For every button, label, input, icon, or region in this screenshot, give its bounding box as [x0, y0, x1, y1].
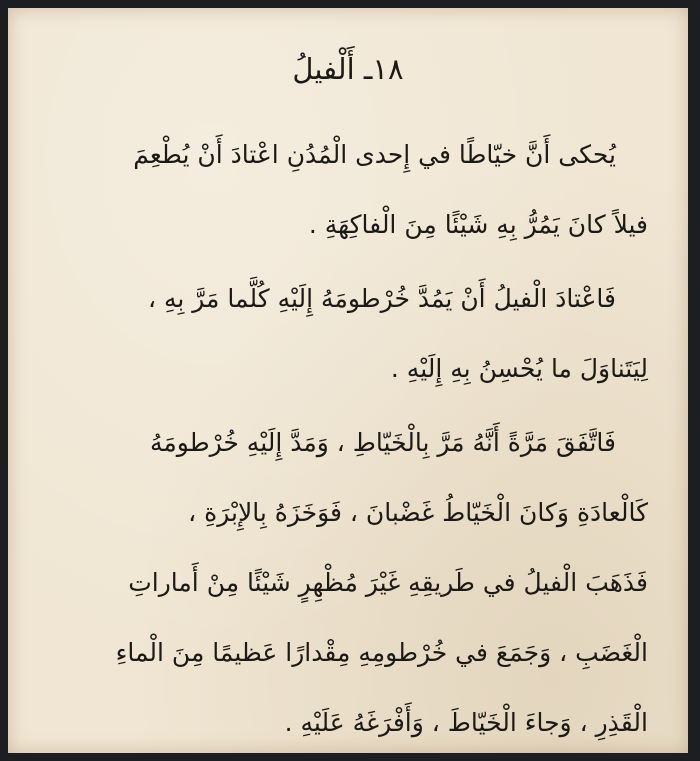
story-line-8: الْغَضَبِ ، وَجَمَعَ في خُرْطومِهِ مِقْدارًا عَظيمًا مِنَ الْماءِ [115, 638, 648, 667]
story-line-6: كَالْعادَةِ وَكانَ الْخَيّاطُ غَضْبانَ ، فَوَخَزَهُ بِالإِبْرَةِ ، [188, 498, 648, 527]
story-text [48, 120, 648, 753]
story-line-9: الْقَذِرِ ، وَجاءَ الْخَيّاطَ ، وَأَفْرَغَهُ عَلَيْهِ . [284, 708, 648, 737]
story-line-7: فَذَهَبَ الْفيلُ في طَريقِهِ غَيْرَ مُظْهِرٍ شَيْئًا مِنْ أَماراتِ [128, 568, 648, 597]
story-line-2: فيلاً كانَ يَمُرُّ بِهِ شَيْئًا مِنَ الْفاكِهَةِ . [308, 210, 648, 239]
story-line-3: فَاعْتادَ الْفيلُ أَنْ يَمُدَّ خُرْطومَهُ إِلَيْهِ كُلَّما مَرَّ بِهِ ، [147, 284, 616, 313]
story-line-5: فَاتَّفَقَ مَرَّةً أَنَّهُ مَرَّ بِالْخَيّاطِ ، وَمَدَّ إِلَيْهِ خُرْطومَهُ [149, 428, 616, 457]
manuscript-page [8, 8, 688, 753]
story-line-4: لِيَتَناوَلَ ما يُحْسِنُ بِهِ إِلَيْهِ . [390, 354, 648, 383]
page-title: ١٨ـ أَلْفيلُ [292, 52, 404, 86]
story-line-1: يُحكى أَنَّ خيّاطًا في إِحدى الْمُدُنِ اعْتادَ أَنْ يُطْعِمَ [133, 140, 616, 169]
